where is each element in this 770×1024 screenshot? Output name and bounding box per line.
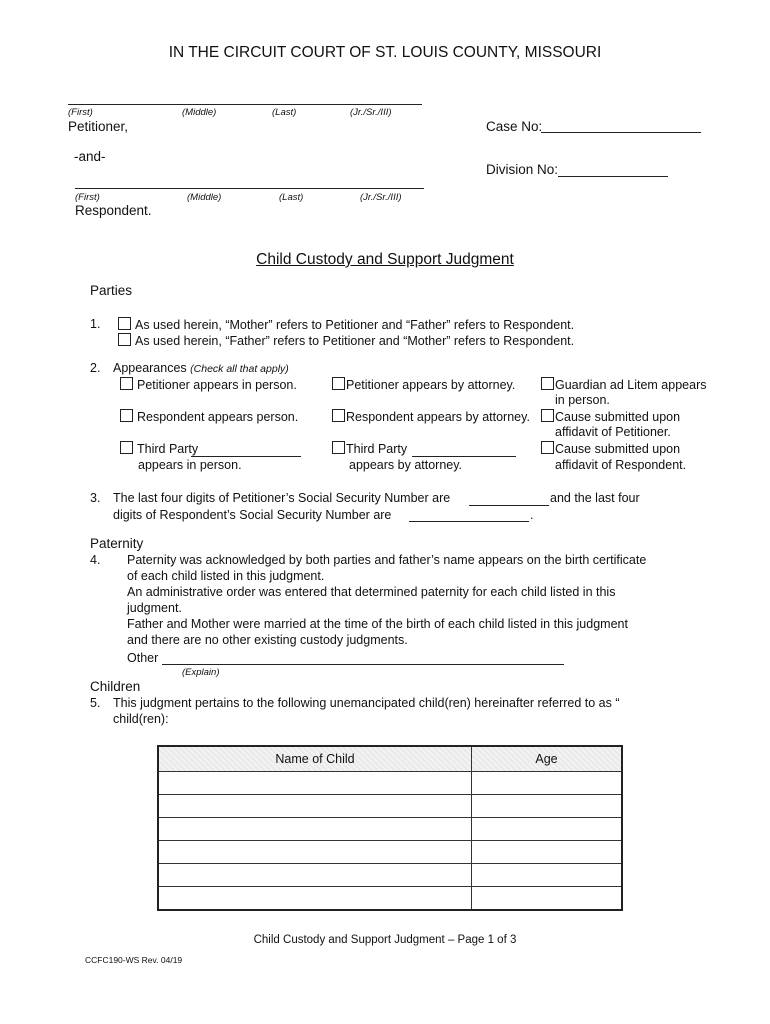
gal-text-2: in person. [555, 393, 610, 407]
table-row [158, 818, 622, 841]
parties-option-b-text: As used herein, “Father” refers to Petitioner and “Mother” refers to Respondent. [135, 334, 575, 348]
checkbox-icon[interactable] [118, 317, 131, 330]
checkbox-icon[interactable] [541, 377, 554, 390]
name-of-child-header: Name of Child [158, 746, 472, 772]
petitioner-person-text: Petitioner appears in person. [137, 378, 297, 392]
respondent-attorney-option[interactable] [332, 409, 530, 424]
child-name-cell[interactable] [158, 772, 472, 795]
cause-respondent-text-2: affidavit of Respondent. [555, 458, 687, 472]
ssn-line2-a: digits of Respondent’s Social Security Number are [113, 508, 392, 522]
child-age-cell[interactable] [472, 795, 623, 818]
respondent-ssn-field[interactable] [409, 521, 529, 522]
child-age-cell[interactable] [472, 841, 623, 864]
checkbox-icon[interactable] [541, 409, 554, 422]
respondent-suffix-label: (Jr./Sr./III) [360, 192, 402, 203]
petitioner-first-label: (First) [68, 107, 93, 118]
paternity-option-2[interactable]: An administrative order was entered that determined paternity for each child listed in this [127, 585, 616, 599]
child-name-cell[interactable] [158, 795, 472, 818]
child-age-cell[interactable] [472, 864, 623, 887]
petitioner-label: Petitioner, [68, 119, 129, 134]
petitioner-ssn-field[interactable] [469, 505, 549, 506]
third-party-attorney-text-2: appears by attorney. [349, 458, 463, 472]
item-5-number: 5. [90, 696, 101, 710]
petitioner-last-label: (Last) [272, 107, 297, 118]
children-line2: child(ren): [113, 712, 169, 726]
respondent-first-label: (First) [75, 192, 100, 203]
table-row [158, 841, 622, 864]
respondent-middle-label: (Middle) [187, 192, 222, 203]
third-party-attorney-text: Third Party [346, 442, 408, 456]
parties-option-b[interactable] [118, 333, 574, 348]
petitioner-name-line[interactable] [68, 104, 422, 105]
checkbox-icon[interactable] [332, 441, 345, 454]
child-name-cell[interactable] [158, 841, 472, 864]
third-party-person-option[interactable] [120, 441, 198, 456]
checkbox-icon[interactable] [120, 377, 133, 390]
children-heading: Children [90, 679, 141, 694]
paternity-option-2-cont: judgment. [127, 601, 182, 615]
child-age-cell[interactable] [472, 818, 623, 841]
ssn-line2-b: . [530, 508, 534, 522]
table-row [158, 772, 622, 795]
appearances-heading [113, 361, 289, 375]
item-3-number: 3. [90, 491, 101, 505]
item-1-number: 1. [90, 317, 101, 331]
paternity-option-1-cont: of each child listed in this judgment. [127, 569, 325, 583]
respondent-label: Respondent. [75, 203, 152, 218]
gal-option[interactable] [541, 377, 706, 392]
cause-petitioner-option[interactable] [541, 409, 680, 424]
cause-petitioner-text-2: affidavit of Petitioner. [555, 425, 671, 439]
case-no-field[interactable] [541, 132, 701, 133]
explain-label: (Explain) [182, 667, 220, 678]
children-line1: This judgment pertains to the following unemancipated child(ren) hereinafter referred to as “ [113, 696, 620, 710]
respondent-person-text: Respondent appears person. [137, 410, 299, 424]
petitioner-suffix-label: (Jr./Sr./III) [350, 107, 392, 118]
respondent-person-option[interactable] [120, 409, 298, 424]
division-no-field[interactable] [558, 176, 668, 177]
paternity-option-3-cont: and there are no other existing custody judgments. [127, 633, 408, 647]
appearances-heading-text: Appearances [113, 361, 187, 375]
appearances-hint: (Check all that apply) [190, 363, 289, 375]
children-table-header [158, 746, 622, 772]
cause-petitioner-text-1: Cause submitted upon [555, 410, 681, 424]
item-2-number: 2. [90, 361, 101, 375]
respondent-attorney-text: Respondent appears by attorney. [346, 410, 530, 424]
and-label: -and- [74, 149, 106, 164]
checkbox-icon[interactable] [541, 441, 554, 454]
respondent-name-line[interactable] [75, 188, 424, 189]
parties-option-a-text: As used herein, “Mother” refers to Petitioner and “Father” refers to Respondent. [135, 318, 575, 332]
item-4-number: 4. [90, 553, 101, 567]
petitioner-person-option[interactable] [120, 377, 297, 392]
table-row [158, 795, 622, 818]
checkbox-icon[interactable] [332, 377, 345, 390]
petitioner-attorney-option[interactable] [332, 377, 515, 392]
child-name-cell[interactable] [158, 818, 472, 841]
ssn-line1-a: The last four digits of Petitioner’s Social Security Number are [113, 491, 451, 505]
parties-option-a[interactable] [118, 317, 574, 332]
checkbox-icon[interactable] [120, 441, 133, 454]
parties-heading: Parties [90, 283, 133, 298]
division-no-label: Division No: [486, 162, 559, 177]
cause-respondent-text-1: Cause submitted upon [555, 442, 681, 456]
paternity-other-label: Other [127, 651, 159, 665]
checkbox-icon[interactable] [120, 409, 133, 422]
third-party-attorney-field[interactable] [412, 456, 516, 457]
respondent-last-label: (Last) [279, 192, 304, 203]
court-title: IN THE CIRCUIT COURT OF ST. LOUIS COUNTY, MISSOURI [168, 44, 602, 61]
petitioner-middle-label: (Middle) [182, 107, 217, 118]
table-row [158, 864, 622, 887]
children-table [157, 745, 623, 911]
child-name-cell[interactable] [158, 887, 472, 911]
paternity-other-field[interactable] [162, 664, 564, 665]
third-party-person-text-2: appears in person. [138, 458, 242, 472]
form-title: Child Custody and Support Judgment [256, 251, 514, 268]
paternity-option-3[interactable]: Father and Mother were married at the time of the birth of each child listed in this judgment [127, 617, 628, 631]
age-header: Age [472, 746, 623, 772]
checkbox-icon[interactable] [332, 409, 345, 422]
child-name-cell[interactable] [158, 864, 472, 887]
footer-page-label: Child Custody and Support Judgment – Page 1 of 3 [253, 934, 517, 946]
case-no-label: Case No: [486, 119, 543, 134]
child-age-cell[interactable] [472, 772, 623, 795]
checkbox-icon[interactable] [118, 333, 131, 346]
third-party-person-text: Third Party [137, 442, 199, 456]
petitioner-attorney-text: Petitioner appears by attorney. [346, 378, 516, 392]
paternity-option-1[interactable]: Paternity was acknowledged by both parties and father’s name appears on the birth certificate [127, 553, 647, 567]
child-age-cell[interactable] [472, 887, 623, 911]
third-party-attorney-option[interactable] [332, 441, 407, 456]
table-row [158, 887, 622, 911]
form-code: CCFC190-WS Rev. 04/19 [85, 955, 183, 965]
paternity-heading: Paternity [90, 536, 144, 551]
ssn-line1-b: and the last four [550, 491, 640, 505]
third-party-person-field[interactable] [191, 456, 301, 457]
cause-respondent-option[interactable] [541, 441, 680, 456]
gal-text-1: Guardian ad Litem appears [555, 378, 707, 392]
